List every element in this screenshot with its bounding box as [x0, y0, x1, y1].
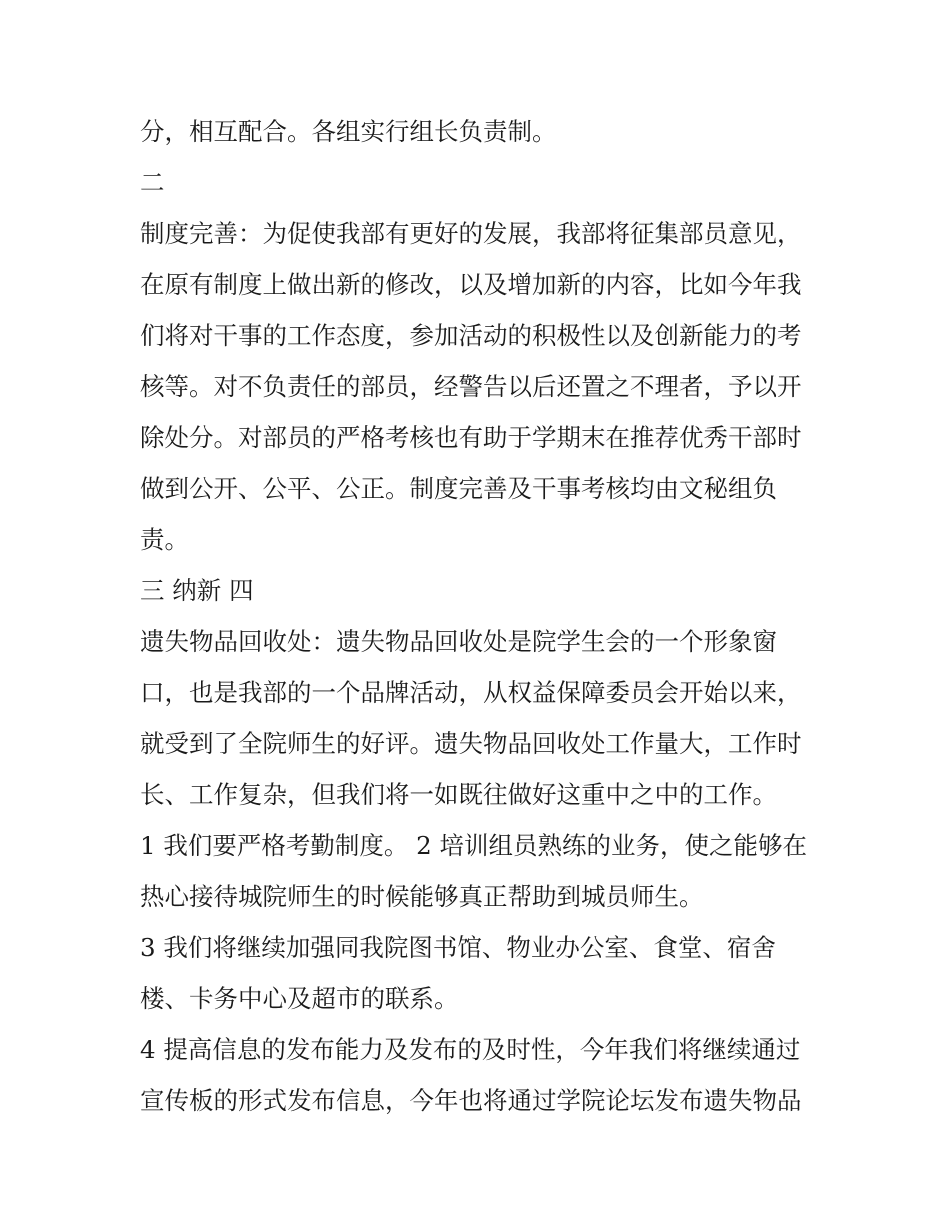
text-line: 责。 [140, 525, 189, 554]
text-line: 制度完善：为促使我部有更好的发展，我部将征集部员意见， [140, 219, 802, 248]
list-item: 1 我们要严格考勤制度。 2 培训组员熟练的业务，使之能够在 [140, 831, 808, 860]
section-heading: 三 纳新 四 [140, 576, 254, 605]
list-item: 3 我们将继续加强同我院图书馆、物业办公室、食堂、宿舍 [140, 933, 776, 962]
list-item: 4 提高信息的发布能力及发布的及时性，今年我们将继续通过 [140, 1035, 801, 1064]
text-line: 宣传板的形式发布信息，今年也将通过学院论坛发布遗失物品 [140, 1086, 802, 1115]
text-line: 长、工作复杂，但我们将一如既往做好这重中之中的工作。 [140, 780, 777, 809]
text-line: 核等。对不负责任的部员，经警告以后还置之不理者，予以开 [140, 372, 802, 401]
text-line: 们将对干事的工作态度，参加活动的积极性以及创新能力的考 [140, 321, 802, 350]
text-line: 热心接待城院师生的时候能够真正帮助到城员师生。 [140, 882, 704, 911]
text-line: 楼、卡务中心及超市的联系。 [140, 984, 459, 1013]
text-line: 除处分。对部员的严格考核也有助于学期末在推荐优秀干部时 [140, 423, 802, 452]
text-line: 就受到了全院师生的好评。遗失物品回收处工作量大，工作时 [140, 729, 802, 758]
document-body [140, 106, 820, 1126]
text-line: 遗失物品回收处：遗失物品回收处是院学生会的一个形象窗 [140, 627, 777, 656]
text-line: 做到公开、公平、公正。制度完善及干事考核均由文秘组负 [140, 474, 777, 503]
text-line: 在原有制度上做出新的修改，以及增加新的内容，比如今年我 [140, 270, 802, 299]
section-heading: 二 [140, 168, 165, 197]
text-line: 口，也是我部的一个品牌活动，从权益保障委员会开始以来， [140, 678, 802, 707]
text-line: 分，相互配合。各组实行组长负责制。 [140, 117, 557, 146]
